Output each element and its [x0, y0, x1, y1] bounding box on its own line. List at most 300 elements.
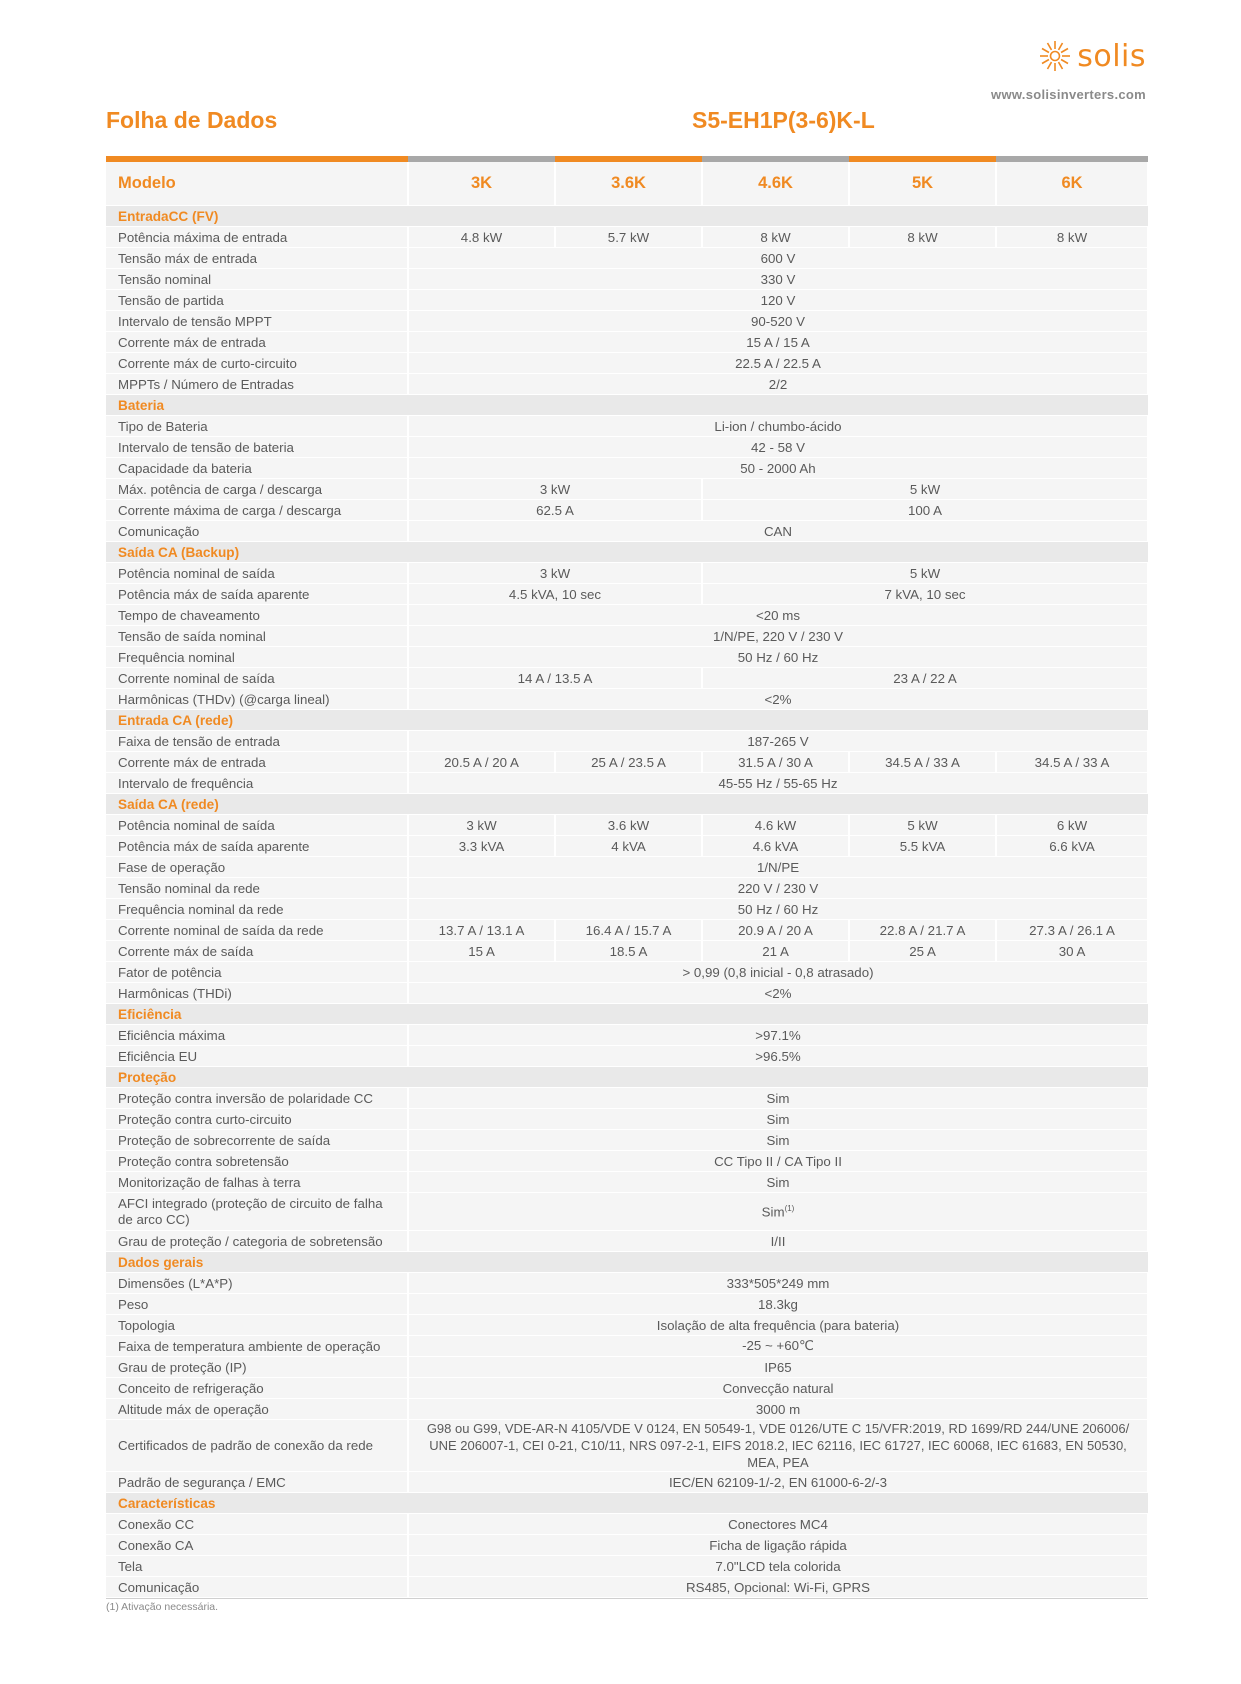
table-row: [106, 1193, 1148, 1231]
sun-ray: [1048, 43, 1052, 50]
row-value-text: 330 V: [760, 271, 796, 287]
row-label: Intervalo de tensão MPPT: [106, 311, 408, 332]
table-row: [106, 836, 1148, 857]
table-row: [106, 1556, 1148, 1577]
row-label: Frequência nominal: [106, 647, 408, 668]
row-value: [702, 500, 1148, 521]
row-label: Tempo de chaveamento: [106, 605, 408, 626]
row-value: [408, 899, 1148, 920]
row-value: [408, 920, 555, 941]
row-value: [996, 752, 1148, 773]
section-title: Entrada CA (rede): [106, 710, 1148, 731]
row-value: [555, 227, 702, 248]
section-header-row: [106, 1004, 1148, 1025]
row-value: [408, 1046, 1148, 1067]
row-value-text: Conectores MC4: [728, 1516, 828, 1532]
row-value: [408, 1294, 1148, 1315]
row-value: [408, 689, 1148, 710]
table-row: [106, 1151, 1148, 1172]
row-label: Fator de potência: [106, 962, 408, 983]
row-value: [702, 227, 849, 248]
table-row: [106, 878, 1148, 899]
sun-ray: [1059, 43, 1063, 50]
sun-ray: [1061, 49, 1068, 53]
row-value-text: 20.5 A / 20 A: [444, 754, 519, 770]
row-value: [408, 1556, 1148, 1577]
row-label: Eficiência máxima: [106, 1025, 408, 1046]
row-label: Eficiência EU: [106, 1046, 408, 1067]
row-value: [408, 437, 1148, 458]
table-row: [106, 1399, 1148, 1420]
table-row: [106, 815, 1148, 836]
section-header-row: [106, 794, 1148, 815]
row-value: [408, 1357, 1148, 1378]
table-row: [106, 1025, 1148, 1046]
table-row: [106, 1046, 1148, 1067]
table-row: [106, 1357, 1148, 1378]
table-row: [106, 1420, 1148, 1472]
section-header-row: [106, 395, 1148, 416]
row-value-text: Sim: [766, 1111, 790, 1127]
row-value-text: 3 kW: [466, 817, 497, 833]
row-value-text: Sim: [761, 1204, 785, 1220]
row-value-text: 6 kW: [1056, 817, 1088, 833]
row-label: Fase de operação: [106, 857, 408, 878]
table-row: [106, 248, 1148, 269]
table-row: [106, 311, 1148, 332]
row-value-text: 4.8 kW: [460, 229, 503, 245]
row-value: [408, 1088, 1148, 1109]
row-value: [408, 1109, 1148, 1130]
table-row: [106, 1231, 1148, 1252]
table-row: [106, 1315, 1148, 1336]
row-label: Altitude máx de operação: [106, 1399, 408, 1420]
table-row: [106, 1378, 1148, 1399]
table-row: [106, 605, 1148, 626]
row-value: [996, 227, 1148, 248]
row-value-text: 34.5 A / 33 A: [1034, 754, 1110, 770]
row-label: Corrente máx de entrada: [106, 752, 408, 773]
row-value-text: 5.7 kW: [607, 229, 650, 245]
row-value: [408, 1420, 1148, 1472]
row-value: [408, 374, 1148, 395]
row-value-text: Li-ion / chumbo-ácido: [714, 418, 842, 434]
row-value-text: 15 A: [468, 943, 495, 959]
row-value-text: 50 Hz / 60 Hz: [737, 901, 819, 917]
row-value: [408, 773, 1148, 794]
row-label: Conexão CA: [106, 1535, 408, 1556]
table-row: [106, 689, 1148, 710]
sun-logo-icon: [1037, 38, 1073, 74]
row-value-text: 2/2: [768, 376, 788, 392]
row-value: [408, 983, 1148, 1004]
row-value-text: 4 kVA: [611, 838, 646, 854]
table-row: [106, 920, 1148, 941]
row-value-text: 90-520 V: [751, 313, 805, 329]
row-value: [408, 521, 1148, 542]
row-value-text: 5 kW: [909, 565, 941, 581]
table-row: [106, 563, 1148, 584]
row-value-text: 3 kW: [539, 565, 571, 581]
section-title: Saída CA (rede): [106, 794, 1148, 815]
table-row: [106, 773, 1148, 794]
model-column-header: 5K: [849, 162, 996, 206]
table-row: [106, 1130, 1148, 1151]
row-label: Tela: [106, 1556, 408, 1577]
row-value-text: > 0,99 (0,8 inicial - 0,8 atrasado): [682, 964, 874, 980]
row-value: [555, 941, 702, 962]
row-value: [408, 584, 702, 605]
row-label: Monitorização de falhas à terra: [106, 1172, 408, 1193]
row-value-text: 42 - 58 V: [751, 439, 805, 455]
table-row: [106, 668, 1148, 689]
row-label: Corrente nominal de saída: [106, 668, 408, 689]
row-value: [996, 836, 1148, 857]
table-row: [106, 1336, 1148, 1357]
row-value-text: >96.5%: [755, 1048, 801, 1064]
section-header-row: [106, 1252, 1148, 1273]
row-value-text: I/II: [770, 1233, 786, 1249]
row-value-text: 6.6 kVA: [1049, 838, 1095, 854]
section-title: Dados gerais: [106, 1252, 1148, 1273]
row-value-text: 8 kW: [907, 229, 938, 245]
table-row: [106, 731, 1148, 752]
row-value: [849, 836, 996, 857]
row-value: [408, 1273, 1148, 1294]
row-value-text: CAN: [763, 523, 793, 539]
website-url: www.solisinverters.com: [991, 87, 1146, 102]
table-row: [106, 227, 1148, 248]
table-row: [106, 1294, 1148, 1315]
row-value-text: 23 A / 22 A: [893, 670, 957, 686]
row-value: [408, 878, 1148, 899]
row-label: Tensão nominal: [106, 269, 408, 290]
row-label: Tensão de partida: [106, 290, 408, 311]
row-value: [849, 920, 996, 941]
table-row: [106, 941, 1148, 962]
row-value: [408, 941, 555, 962]
row-value: [408, 647, 1148, 668]
row-value-text: <20 ms: [756, 607, 800, 623]
row-value-text: 600 V: [760, 250, 796, 266]
row-label: Proteção contra sobretensão: [106, 1151, 408, 1172]
section-title: Proteção: [106, 1067, 1148, 1088]
row-label: Conceito de refrigeração: [106, 1378, 408, 1399]
row-value-text: CC Tipo II / CA Tipo II: [714, 1153, 842, 1169]
table-row: [106, 962, 1148, 983]
row-label: Intervalo de tensão de bateria: [106, 437, 408, 458]
row-value: [408, 563, 702, 584]
row-label: Corrente máx de curto-circuito: [106, 353, 408, 374]
row-value: [996, 815, 1148, 836]
row-value: [408, 605, 1148, 626]
row-value: [408, 311, 1148, 332]
sun-ray: [1042, 60, 1049, 64]
row-value: [408, 815, 555, 836]
row-value: [408, 458, 1148, 479]
sun-ray: [1042, 49, 1049, 53]
row-label: Corrente nominal de saída da rede: [106, 920, 408, 941]
row-value: [408, 1336, 1148, 1357]
table-header-row: [106, 162, 1148, 206]
row-label: Faixa de temperatura ambiente de operação: [106, 1336, 408, 1357]
row-value-text: Ficha de ligação rápida: [709, 1537, 847, 1553]
row-value-text: <2%: [764, 985, 792, 1001]
row-value-text: Sim: [766, 1174, 790, 1190]
row-value-text: 30 A: [1058, 943, 1086, 959]
row-value-text: 18.3kg: [758, 1296, 798, 1312]
row-value-text: 22.5 A / 22.5 A: [735, 355, 821, 371]
row-value: [996, 920, 1148, 941]
table-row: [106, 626, 1148, 647]
row-value-text: <2%: [764, 691, 792, 707]
row-value: [849, 227, 996, 248]
row-value: [702, 815, 849, 836]
row-value: [408, 626, 1148, 647]
row-label: Comunicação: [106, 521, 408, 542]
table-row: [106, 1109, 1148, 1130]
row-value-text: 31.5 A / 30 A: [738, 754, 813, 770]
table-row: [106, 521, 1148, 542]
row-label: Faixa de tensão de entrada: [106, 731, 408, 752]
row-value-text: 50 - 2000 Ah: [740, 460, 816, 476]
section-header-row: [106, 206, 1148, 227]
footnote-marker: (1): [784, 1203, 795, 1213]
row-value-text: 100 A: [907, 502, 942, 518]
row-value-text: RS485, Opcional: Wi-Fi, GPRS: [686, 1579, 870, 1595]
row-value-text: 62.5 A: [536, 502, 574, 518]
row-value: [408, 1399, 1148, 1420]
table-row: [106, 1273, 1148, 1294]
table-row: [106, 1472, 1148, 1493]
row-value-text: 20.9 A / 20 A: [738, 922, 813, 938]
row-value: [849, 752, 996, 773]
row-label: Grau de proteção / categoria de sobretensão: [106, 1231, 408, 1252]
row-value: [408, 479, 702, 500]
row-label: Certificados de padrão de conexão da rede: [106, 1420, 408, 1472]
table-row: [106, 500, 1148, 521]
row-value-text: 4.6 kVA: [752, 838, 799, 854]
table-row: [106, 374, 1148, 395]
section-header-row: [106, 542, 1148, 563]
row-value: [408, 1514, 1148, 1535]
table-row: [106, 1514, 1148, 1535]
row-value-text: 5 kW: [907, 817, 938, 833]
row-value-text: 8 kW: [760, 229, 791, 245]
row-value-text: 3.3 kVA: [458, 838, 505, 854]
row-value-text: 333*505*249 mm: [726, 1275, 830, 1291]
row-value-text: 13.7 A / 13.1 A: [438, 922, 525, 938]
row-label: Conexão CC: [106, 1514, 408, 1535]
row-value: [702, 941, 849, 962]
model-column-header: 3.6K: [555, 162, 702, 206]
row-value-text: 4.6 kW: [754, 817, 797, 833]
row-value-text: IEC/EN 62109-1/-2, EN 61000-6-2/-3: [668, 1474, 888, 1490]
table-row: [106, 899, 1148, 920]
section-title: Características: [106, 1493, 1148, 1514]
row-value-text: 22.8 A / 21.7 A: [879, 922, 966, 938]
table-row: [106, 458, 1148, 479]
sun-ray: [1048, 62, 1052, 69]
row-value: [408, 227, 555, 248]
row-label: Harmônicas (THDv) (@carga lineal): [106, 689, 408, 710]
row-label: Corrente máx de saída: [106, 941, 408, 962]
row-label: Corrente máxima de carga / descarga: [106, 500, 408, 521]
row-value: [555, 836, 702, 857]
spec-table: [106, 162, 1149, 1598]
table-row: [106, 584, 1148, 605]
row-label: Intervalo de frequência: [106, 773, 408, 794]
row-label: Corrente máx de entrada: [106, 332, 408, 353]
section-title: Saída CA (Backup): [106, 542, 1148, 563]
row-label: Tensão de saída nominal: [106, 626, 408, 647]
row-value: [702, 668, 1148, 689]
row-value: [408, 857, 1148, 878]
row-label: Potência nominal de saída: [106, 563, 408, 584]
table-row: [106, 1172, 1148, 1193]
row-value-text: 25 A / 23.5 A: [591, 754, 666, 770]
row-value: [408, 416, 1148, 437]
row-value: [408, 1315, 1148, 1336]
row-label: Máx. potência de carga / descarga: [106, 479, 408, 500]
table-row: [106, 1577, 1148, 1598]
row-label: AFCI integrado (proteção de circuito de falha de arco CC): [106, 1193, 408, 1231]
table-row: [106, 332, 1148, 353]
row-value-text: IP65: [764, 1359, 792, 1375]
brand-name: solis: [1077, 38, 1146, 74]
model-column-header: 4.6K: [702, 162, 849, 206]
row-label: Frequência nominal da rede: [106, 899, 408, 920]
row-value: [408, 668, 702, 689]
row-value-text: 25 A: [909, 943, 936, 959]
row-label: Proteção contra curto-circuito: [106, 1109, 408, 1130]
row-value-text: 3000 m: [755, 1401, 801, 1417]
row-value: [408, 248, 1148, 269]
row-label: Potência máx de saída aparente: [106, 836, 408, 857]
row-value: [408, 1151, 1148, 1172]
row-value-text: 5 kW: [909, 481, 941, 497]
row-value: [408, 500, 702, 521]
row-value-text: 1/N/PE, 220 V / 230 V: [712, 628, 844, 644]
table-row: [106, 857, 1148, 878]
table-row: [106, 983, 1148, 1004]
row-value-text: 120 V: [760, 292, 796, 308]
row-value: [555, 752, 702, 773]
row-value-text: G98 ou G99, VDE-AR-N 4105/VDE V 0124, EN 50549-1, VDE 0126/UTE C 15/VFR:2019, RD 1699/RD 244/UNE 206006/ UNE 206007-1, CEI 0-21, C10/11, NRS 097-2-1, EIFS 2018.2, IEC 62116, IEC 61727, IEC 60068, IEC 61683, EN 50530, MEA, PEA: [426, 1421, 1130, 1470]
row-value: [849, 941, 996, 962]
row-value-text: 16.4 A / 15.7 A: [585, 922, 672, 938]
row-value: [408, 290, 1148, 311]
row-label: Proteção de sobrecorrente de saída: [106, 1130, 408, 1151]
row-value-text: 1/N/PE: [756, 859, 800, 875]
row-value: [555, 920, 702, 941]
row-value: [408, 1172, 1148, 1193]
model-column-header: 6K: [996, 162, 1148, 206]
row-label: Capacidade da bateria: [106, 458, 408, 479]
table-row: [106, 416, 1148, 437]
row-label: Harmônicas (THDi): [106, 983, 408, 1004]
row-value-text: Isolação de alta frequência (para bateria): [656, 1317, 900, 1333]
row-value: [702, 479, 1148, 500]
row-value-text: 3.6 kW: [607, 817, 650, 833]
row-value-text: 7.0"LCD tela colorida: [715, 1558, 841, 1574]
row-value: [408, 731, 1148, 752]
row-value: [408, 1577, 1148, 1598]
table-row: [106, 437, 1148, 458]
row-value: [702, 920, 849, 941]
row-label: Topologia: [106, 1315, 408, 1336]
section-title: EntradaCC (FV): [106, 206, 1148, 227]
row-value: [849, 815, 996, 836]
table-row: [106, 752, 1148, 773]
row-value-text: Convecção natural: [722, 1380, 834, 1396]
row-value: [408, 332, 1148, 353]
row-label: MPPTs / Número de Entradas: [106, 374, 408, 395]
table-row: [106, 479, 1148, 500]
row-value-text: 220 V / 230 V: [737, 880, 819, 896]
row-label: Padrão de segurança / EMC: [106, 1472, 408, 1493]
sun-ray: [1059, 62, 1063, 69]
row-value: [408, 1231, 1148, 1252]
row-value: [408, 353, 1148, 374]
row-value-text: 4.5 kVA, 10 sec: [508, 586, 602, 602]
row-value-text: 15 A / 15 A: [746, 334, 810, 350]
section-title: Eficiência: [106, 1004, 1148, 1025]
page-title: Folha de Dados: [106, 107, 278, 133]
row-value-text: 27.3 A / 26.1 A: [1029, 922, 1115, 938]
row-value: [702, 584, 1148, 605]
row-value-text: 187-265 V: [747, 733, 809, 749]
row-value-text: 18.5 A: [609, 943, 648, 959]
row-label: Tipo de Bateria: [106, 416, 408, 437]
row-value-text: >97.1%: [755, 1027, 801, 1043]
row-value: [408, 1472, 1148, 1493]
row-label: Comunicação: [106, 1577, 408, 1598]
row-value: [408, 1535, 1148, 1556]
row-value: [408, 836, 555, 857]
row-value-text: 5.5 kVA: [899, 838, 946, 854]
table-row: [106, 1535, 1148, 1556]
row-value: [408, 1193, 1148, 1231]
row-value: [555, 815, 702, 836]
row-value-text: 50 Hz / 60 Hz: [737, 649, 819, 665]
row-label: Peso: [106, 1294, 408, 1315]
table-row: [106, 353, 1148, 374]
row-value-text: 34.5 A / 33 A: [885, 754, 960, 770]
row-value: [408, 752, 555, 773]
row-value-text: 45-55 Hz / 55-65 Hz: [718, 775, 838, 791]
row-label: Grau de proteção (IP): [106, 1357, 408, 1378]
row-value: [408, 1378, 1148, 1399]
row-label: Tensão nominal da rede: [106, 878, 408, 899]
row-value: [408, 962, 1148, 983]
table-row: [106, 647, 1148, 668]
row-value: [996, 941, 1148, 962]
row-value-text: 3 kW: [539, 481, 571, 497]
row-value: [408, 1025, 1148, 1046]
row-label: Tensão máx de entrada: [106, 248, 408, 269]
row-value: [702, 563, 1148, 584]
row-value-text: -25 ~ +60℃: [742, 1338, 814, 1353]
row-value-text: Sim: [766, 1090, 790, 1106]
section-header-row: [106, 1067, 1148, 1088]
section-header-row: [106, 710, 1148, 731]
row-value: [408, 269, 1148, 290]
row-label: Dimensões (L*A*P): [106, 1273, 408, 1294]
table-row: [106, 1088, 1148, 1109]
footnote: (1) Ativação necessária.: [106, 1601, 219, 1613]
row-value: [408, 1130, 1148, 1151]
